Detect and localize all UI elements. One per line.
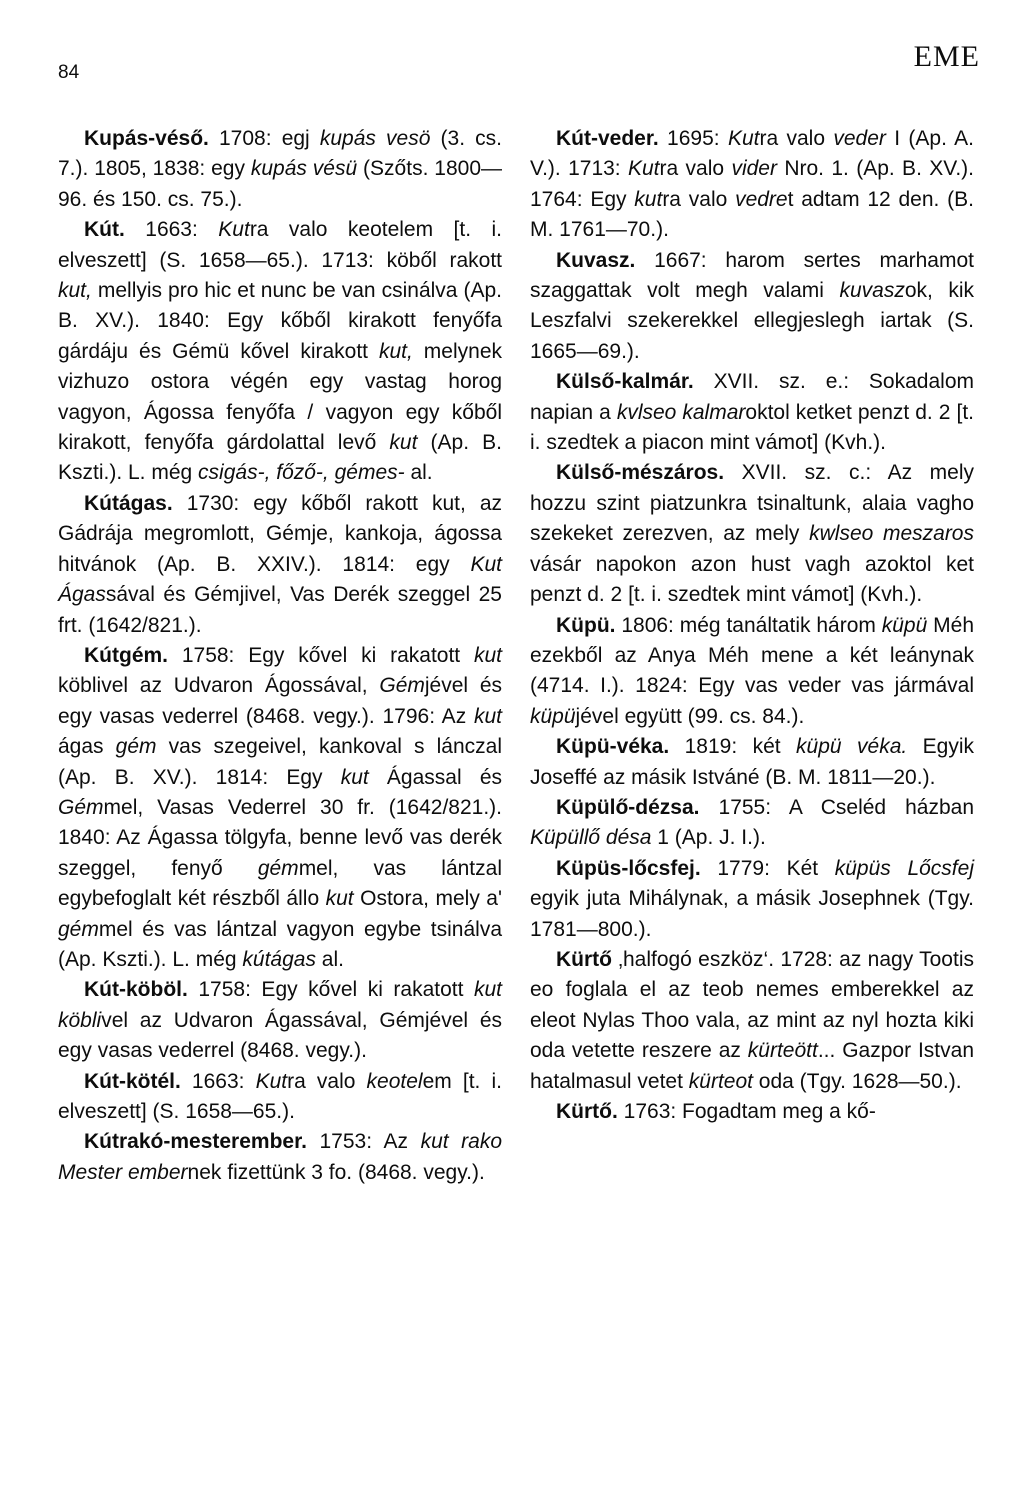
italic-citation: veder: [833, 127, 886, 150]
italic-citation: kupás vésü: [250, 157, 358, 181]
italic-citation: vedre: [735, 187, 788, 211]
entry-text: nek fizettünk 3 fo. (8468. vegy.).: [187, 1160, 485, 1184]
page-number: 84: [58, 62, 80, 83]
entry-text: Ágassal és: [368, 765, 502, 789]
italic-citation: kut: [340, 765, 369, 789]
italic-citation: kútágas: [242, 947, 316, 971]
entry-headword: Kút-köböl.: [84, 978, 188, 1002]
entry-text: 1695:: [658, 127, 728, 150]
entry-text: oktol ketket penzt d. 2 [t. i. szedtek a piacon mint vámot] (Kvh.).: [530, 400, 974, 455]
entry-text: 1758: Egy kővel ki rakatott: [168, 643, 474, 667]
entry-text: 1730: egy kőből rakott kut, az Gádrája megromlott, Gémje, kankoja, ágossa hitvánok (Ap. B. XXIV.). 1814: egy: [58, 491, 502, 576]
entry-headword: Küpülő-dézsa.: [556, 795, 700, 819]
italic-citation: Kut: [727, 127, 760, 150]
entry-text: 1779: Két: [700, 856, 835, 880]
italic-citation: Kut: [255, 1069, 288, 1093]
dictionary-entry: [58, 975, 502, 1066]
italic-citation: Küpüllő désa: [530, 826, 652, 850]
entry-text: (3. cs. 7.). 1805, 1838: egy: [58, 127, 502, 181]
entry-text: ra valo: [759, 127, 834, 150]
entry-text: em [t. i. elveszett] (S. 1658—65.).: [58, 1069, 502, 1123]
entry-text: 1663:: [180, 1069, 256, 1093]
italic-citation: kut: [473, 704, 502, 728]
italic-citation: vider: [731, 157, 777, 181]
dictionary-entry: [530, 246, 974, 368]
entry-headword: Küpü-véka.: [556, 735, 670, 759]
italic-citation: küpü: [530, 704, 576, 728]
dictionary-entry: [530, 854, 974, 945]
entry-headword: Kuvasz.: [556, 248, 636, 272]
dictionary-entry: [530, 945, 974, 1097]
entry-headword: Kürtő: [556, 947, 612, 971]
entry-text: vel az Udvaron Ágassával, Gémjével és egy vasas vederrel (8468. vegy.).: [58, 1008, 502, 1063]
entry-text: (Ap. B. Kszti.). L. még: [58, 431, 502, 485]
italic-citation: csigás-, főző-, gémes-: [198, 461, 405, 485]
entry-text: XVII. sz. c.: Az mely hozzu szint piatzunkra tsinaltunk, alaia vagho szekeket zerezven, az mely: [530, 461, 974, 546]
dictionary-entry: [530, 124, 974, 246]
entry-text: I (Ap. A. V.). 1713:: [530, 127, 974, 181]
entry-text: 1758: Egy kővel ki rakatott: [187, 978, 474, 1002]
dictionary-entry: [530, 611, 974, 733]
italic-citation: kut: [634, 187, 663, 211]
italic-citation: gém: [58, 917, 99, 941]
entry-text: mel és vas lántzal vagyon egybe tsinálva (Ap. Kszti.). L. még: [58, 917, 502, 971]
entry-text: 1667: harom sertes marhamot szaggattak volt megh valami: [530, 248, 974, 303]
italic-citation: gém: [115, 735, 157, 759]
entry-headword: Küpü.: [556, 613, 616, 637]
italic-citation: kut: [325, 887, 354, 911]
entry-headword: Külső-mészáros.: [556, 461, 725, 485]
italic-citation: gém: [257, 856, 299, 880]
italic-citation: kut,: [378, 339, 413, 363]
dictionary-entry: [530, 1097, 974, 1127]
italic-citation: küpü: [881, 613, 928, 637]
entry-text: sával és Gémjivel, Vas Derék szeggel 25 frt. (1642/821.).: [58, 583, 502, 637]
entry-text: vásár napokon azon hust vagh azoktol ket penzt d. 2 [t. i. szedtek mint vámot] (Kvh.).: [530, 552, 974, 607]
dictionary-entry: [58, 1067, 502, 1128]
italic-citation: Kut Ágas: [58, 552, 502, 607]
italic-citation: kut: [473, 643, 502, 667]
entry-text: ra valo keotelem [t. i. elveszett] (S. 1658—65.). 1713: köből rakott: [58, 218, 502, 272]
italic-citation: kut rako Mester ember: [58, 1130, 503, 1184]
dictionary-entry: [530, 458, 974, 610]
entry-headword: Kupás-véső.: [84, 127, 209, 150]
italic-citation: Kut: [628, 157, 660, 181]
italic-citation: Gém: [58, 795, 104, 819]
entry-text: 1806: még tanáltatik három: [615, 613, 882, 637]
entry-text: Ostora, mely a': [353, 887, 502, 911]
dictionary-entry: [530, 793, 974, 854]
entry-headword: Kútágas.: [84, 491, 173, 515]
entry-text: mel, Vasas Vederrel 30 fr. (1642/821.). 1840: Az Ágassa tölgyfa, benne levő vas derék szeggel, fenyő: [58, 795, 502, 880]
dictionary-entry: [58, 124, 502, 215]
italic-citation: Kut: [218, 218, 250, 242]
italic-citation: kut köbli: [58, 978, 502, 1032]
italic-citation: küpüs Lőcsfej: [834, 856, 974, 880]
italic-citation: Gém: [379, 674, 425, 698]
entry-text: Méh ezekből az Anya Méh mene a két leánynak (4714. I.). 1824: Egy vas veder vas jármával: [530, 613, 975, 698]
dictionary-entry: [58, 215, 502, 489]
entry-text: ra valo: [662, 187, 736, 211]
entry-text: al.: [315, 947, 344, 971]
entry-text: oda (Tgy. 1628—50.).: [752, 1069, 962, 1093]
entry-text: al.: [404, 461, 433, 485]
dictionary-entry: [530, 367, 974, 458]
entry-text: ra valo: [659, 157, 732, 181]
entry-headword: Kútrakó-mesterember.: [84, 1130, 307, 1154]
entry-text: mellyis pro hic et nunc be van csinálva (Ap. B. XV.). 1840: Egy kőből kirakott fenyőfa gárdáju és Gémü kővel kirakott: [58, 279, 502, 363]
entry-text: ... Gazpor Istvan hatalmasul vetet: [530, 1039, 974, 1093]
entry-text: mel, vas lántzal egybefoglalt két részből állo: [58, 856, 502, 911]
entry-text: jével és egy vasas vederrel (8468. vegy.). 1796: Az: [58, 674, 503, 728]
italic-citation: kwlseo meszaros: [809, 522, 974, 546]
entry-text: vas szegeivel, kankoval s lánczal (Ap. B. XV.). 1814: Egy: [58, 735, 502, 789]
entry-text: jével együtt (99. cs. 84.).: [575, 704, 805, 728]
entry-text: ok, kik Leszfalvi szekerekkel ellegjeslegh iartak (S. 1665—69.).: [530, 279, 975, 363]
entry-text: ra valo: [287, 1069, 367, 1093]
entry-headword: Kürtő.: [556, 1100, 618, 1123]
entry-headword: Külső-kalmár.: [556, 370, 694, 394]
dictionary-entry: [530, 732, 974, 793]
entry-text: XVII. sz. e.: Sokadalom napian a: [530, 370, 974, 424]
entry-text: ‚halfogó eszköz‘. 1728: az nagy Tootis eo foglala el az teob nemes emberekkel az eleot Nylas Thoo vala, az mint az nyl hozta kiki oda vetette reszere az: [530, 947, 974, 1063]
left-column: [58, 124, 502, 1188]
entry-headword: Kút-veder.: [556, 127, 659, 150]
entry-text: 1755: A Cseléd házban: [699, 795, 974, 819]
dictionary-entry: [58, 641, 502, 975]
entry-text: egyik juta Mihálynak, a másik Josephnek (Tgy. 1781—800.).: [530, 887, 974, 941]
entry-text: 1708: egj: [208, 127, 320, 150]
entry-text: Egyik Joseffé az másik Istváné (B. M. 1811—20.).: [530, 735, 974, 789]
italic-citation: kürteot: [688, 1069, 753, 1093]
entry-text: t adtam 12 den. (B. M. 1761—70.).: [530, 187, 974, 242]
entry-text: 1819: két: [669, 735, 797, 759]
entry-text: 1763: Fogadtam meg a kő-: [617, 1100, 876, 1123]
italic-citation: kut,: [58, 279, 92, 303]
entry-text: ágas: [58, 735, 116, 759]
italic-citation: küpü véka.: [796, 735, 908, 759]
entry-text: 1 (Ap. J. I.).: [651, 826, 766, 850]
italic-citation: keotel: [366, 1069, 423, 1093]
italic-citation: kuvasz: [839, 279, 905, 303]
dictionary-entry: [58, 1127, 502, 1188]
right-column: [530, 124, 974, 1127]
entry-text: köblivel az Udvaron Ágossával,: [58, 674, 380, 698]
italic-citation: kupás vesö: [319, 127, 431, 150]
entry-text: Nro. 1. (Ap. B. XV.). 1764: Egy: [530, 157, 974, 211]
entry-text: (Szőts. 1800—96. és 150. cs. 75.).: [58, 157, 503, 211]
entry-headword: Kútgém.: [84, 643, 168, 667]
entry-headword: Küpüs-lőcsfej.: [556, 856, 701, 880]
italic-citation: kürteött: [747, 1039, 818, 1063]
dictionary-entry: [58, 489, 502, 641]
entry-text: 1663:: [124, 218, 219, 242]
italic-citation: kvlseo kalmar: [616, 400, 746, 424]
entry-headword: Kút-kötél.: [84, 1069, 181, 1093]
running-head: EME: [913, 40, 980, 73]
entry-headword: Kút.: [84, 218, 125, 242]
italic-citation: kut: [389, 431, 418, 455]
entry-text: 1753: Az: [306, 1130, 421, 1154]
entry-text: melynek vizhuzo ostora végén egy vastag horog vagyon, Ágossa fenyőfa / vagyon egy kőből kirakott, fenyőfa gárdolattal levő: [58, 339, 502, 455]
